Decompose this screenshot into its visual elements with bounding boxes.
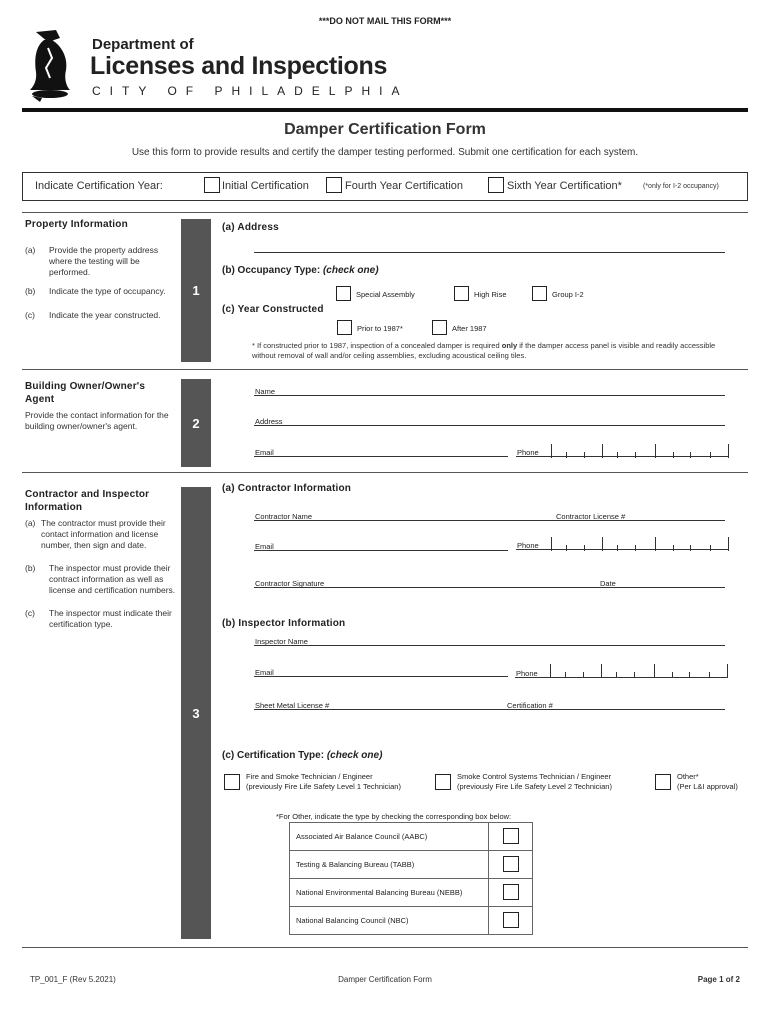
- contractor-phone-label: Phone: [517, 541, 539, 550]
- section3-number: 3: [181, 487, 211, 939]
- other-option-cell: [489, 879, 533, 907]
- owner-name-label: Name: [255, 387, 276, 396]
- phone-digit-tick: [654, 664, 655, 678]
- form-instructions: Use this form to provide results and certify the damper testing performed. Submit one certification for each system.: [131, 147, 639, 158]
- owner-phone-label: Phone: [517, 448, 539, 457]
- form-title: Damper Certification Form: [284, 121, 486, 138]
- high-rise-checkbox[interactable]: [454, 286, 469, 301]
- phone-digit-tick: [710, 545, 711, 551]
- phone-digit-tick: [583, 672, 584, 678]
- table-row: [290, 823, 533, 851]
- sheet-metal-field[interactable]: [254, 698, 725, 710]
- contractor-license-label: Contractor License #: [556, 512, 626, 521]
- initial-certification-label: Initial Certification: [222, 180, 309, 192]
- smoke-control-tech-line1: Smoke Control Systems Technician / Engineer: [457, 772, 612, 781]
- phone-digit-tick: [673, 545, 674, 551]
- s1-item-key: (c): [25, 310, 35, 320]
- other-option-cell: [489, 851, 533, 879]
- phone-digit-tick: [551, 537, 552, 551]
- cert-type-hint: (check one): [326, 750, 383, 761]
- initial-certification-checkbox[interactable]: [204, 177, 220, 193]
- inspector-name-field[interactable]: [254, 634, 725, 646]
- occupancy-hint: (check one): [322, 265, 379, 276]
- other-cert-checkbox[interactable]: [655, 774, 671, 790]
- owner-address-label: Address: [255, 417, 283, 426]
- section3-top-rule: [22, 472, 748, 473]
- footer-form-id: TP_001_F (Rev 5.2021): [30, 975, 116, 984]
- contractor-signature-field[interactable]: [254, 576, 725, 588]
- year-constructed-heading: (c) Year Constructed: [222, 304, 324, 315]
- nbc-checkbox[interactable]: [503, 912, 519, 928]
- s1-item-key: (a): [25, 245, 36, 255]
- s3-item-text: The inspector must indicate their certification type.: [49, 608, 172, 629]
- phone-digit-tick: [655, 444, 656, 458]
- s1-item-text: Indicate the type of occupancy.: [49, 286, 166, 296]
- other-option-label: National Balancing Council (NBC): [290, 907, 489, 935]
- contractor-date-label: Date: [600, 579, 616, 588]
- cert-type-heading: [222, 750, 382, 761]
- year-note-pre: * If constructed prior to 1987, inspection of a concealed damper is required: [252, 341, 500, 350]
- smoke-control-tech-label: [457, 772, 612, 792]
- phone-digit-tick: [616, 672, 617, 678]
- other-option-label: Testing & Balancing Bureau (TABB): [290, 851, 489, 879]
- special-assembly-checkbox[interactable]: [336, 286, 351, 301]
- cert-year-label: Indicate Certification Year:: [35, 180, 163, 192]
- s1-item-text: Indicate the year constructed.: [49, 310, 161, 320]
- address-field[interactable]: [254, 241, 725, 253]
- s3-item-key: (b): [25, 563, 36, 573]
- footer-form-name: Damper Certification Form: [338, 975, 432, 984]
- inspector-email-label: Email: [255, 668, 274, 677]
- other-option-cell: [489, 907, 533, 935]
- address-heading: (a) Address: [222, 222, 279, 233]
- occupancy-heading: [222, 265, 379, 276]
- phone-digit-tick: [709, 672, 710, 678]
- phone-digit-tick: [727, 664, 728, 678]
- s1-item-text: Provide the property address where the testing will be performed.: [49, 245, 159, 277]
- phone-digit-tick: [634, 672, 635, 678]
- contractor-name-field[interactable]: [254, 509, 725, 521]
- section2-top-rule: [22, 369, 748, 370]
- contractor-heading: (a) Contractor Information: [222, 483, 352, 494]
- s3-item-text: The contractor must provide their contact information and license number, then sign and date.: [41, 518, 166, 550]
- table-row: [290, 907, 533, 935]
- phone-digit-tick: [710, 452, 711, 458]
- other-option-label: Associated Air Balance Council (AABC): [290, 823, 489, 851]
- cert-type-label: (c) Certification Type:: [222, 750, 325, 761]
- contractor-phone-segments: [0, 537, 770, 551]
- other-cert-line1: Other*: [677, 772, 699, 781]
- footer-top-rule: [22, 947, 748, 948]
- s3-item-text: The inspector must provide their contract information as well as license and certification numbers.: [49, 563, 176, 595]
- footer-page: Page 1 of 2: [697, 975, 740, 984]
- year-note-bold: only: [501, 341, 518, 350]
- phone-digit-tick: [655, 537, 656, 551]
- phone-digit-tick: [728, 537, 729, 551]
- table-row: [290, 879, 533, 907]
- sixth-year-note: (*only for I-2 occupancy): [643, 183, 719, 190]
- other-option-cell: [489, 823, 533, 851]
- inspector-name-label: Inspector Name: [255, 637, 308, 646]
- phone-digit-tick: [617, 545, 618, 551]
- year-note: [252, 341, 732, 361]
- tabb-checkbox[interactable]: [503, 856, 519, 872]
- phone-digit-tick: [550, 664, 551, 678]
- smoke-control-tech-checkbox[interactable]: [435, 774, 451, 790]
- other-cert-line2: (Per L&I approval): [677, 782, 738, 791]
- other-option-label: National Environmental Balancing Bureau (NEBB): [290, 879, 489, 907]
- other-cert-table: [289, 822, 533, 935]
- section1-top-rule: [22, 212, 748, 213]
- section1-title: Property Information: [25, 219, 128, 230]
- dept-line3: CITY OF PHILADELPHIA: [92, 84, 409, 98]
- special-assembly-label: Special Assembly: [356, 290, 415, 299]
- do-not-mail-notice: ***DO NOT MAIL THIS FORM***: [318, 16, 452, 26]
- after-1987-checkbox[interactable]: [432, 320, 447, 335]
- liberty-bell-icon: [26, 28, 86, 102]
- high-rise-label: High Rise: [474, 290, 507, 299]
- group-i2-label: Group I-2: [552, 290, 584, 299]
- inspector-phone-segments: [0, 664, 770, 678]
- sixth-year-checkbox[interactable]: [488, 177, 504, 193]
- phone-digit-tick: [566, 452, 567, 458]
- year-note-post: if the damper access panel is visible and readily accessible without removal of wall and/or ceiling assemblies, excluding acoustical ceiling tiles.: [252, 341, 716, 360]
- contractor-email-label: Email: [255, 542, 274, 551]
- dept-line1: Department of: [92, 36, 194, 53]
- phone-digit-tick: [565, 672, 566, 678]
- phone-digit-tick: [690, 452, 691, 458]
- owner-name-field[interactable]: [254, 384, 725, 396]
- phone-digit-tick: [584, 545, 585, 551]
- phone-digit-tick: [601, 664, 602, 678]
- s3-item-key: (c): [25, 608, 35, 618]
- section2-number: 2: [181, 379, 211, 467]
- owner-email-label: Email: [255, 448, 274, 457]
- table-row: [290, 851, 533, 879]
- phone-digit-tick: [690, 545, 691, 551]
- other-note: *For Other, indicate the type by checking the corresponding box below:: [276, 812, 512, 821]
- aabc-checkbox[interactable]: [503, 828, 519, 844]
- fire-smoke-tech-label: [246, 772, 401, 792]
- contractor-signature-label: Contractor Signature: [255, 579, 325, 588]
- certification-number-label: Certification #: [507, 701, 553, 710]
- phone-digit-tick: [602, 444, 603, 458]
- phone-digit-tick: [689, 672, 690, 678]
- prior-1987-checkbox[interactable]: [337, 320, 352, 335]
- inspector-phone-label: Phone: [516, 669, 538, 678]
- smoke-control-tech-line2: (previously Fire Life Safety Level 2 Technician): [457, 782, 612, 791]
- dept-line2: Licenses and Inspections: [90, 52, 388, 80]
- phone-digit-tick: [672, 672, 673, 678]
- after-1987-label: After 1987: [452, 324, 487, 333]
- phone-digit-tick: [673, 452, 674, 458]
- sixth-year-label: Sixth Year Certification*: [507, 180, 622, 192]
- phone-digit-tick: [602, 537, 603, 551]
- inspector-heading: (b) Inspector Information: [222, 618, 346, 629]
- sheet-metal-label: Sheet Metal License #: [255, 701, 330, 710]
- section2-desc: Provide the contact information for the building owner/owner's agent.: [25, 410, 169, 431]
- phone-digit-tick: [551, 444, 552, 458]
- owner-phone-segments: [0, 444, 770, 458]
- phone-digit-tick: [728, 444, 729, 458]
- phone-digit-tick: [617, 452, 618, 458]
- fourth-year-label: Fourth Year Certification: [345, 180, 464, 192]
- phone-digit-tick: [635, 452, 636, 458]
- section2-title: Building Owner/Owner's Agent: [25, 381, 146, 405]
- phone-digit-tick: [635, 545, 636, 551]
- dept-logo: [26, 28, 86, 102]
- group-i2-checkbox[interactable]: [532, 286, 547, 301]
- phone-digit-tick: [566, 545, 567, 551]
- occupancy-label: (b) Occupancy Type:: [222, 265, 321, 276]
- section1-instructions: [25, 245, 170, 327]
- fire-smoke-tech-line2: (previously Fire Life Safety Level 1 Technician): [246, 782, 401, 791]
- prior-1987-label: Prior to 1987*: [357, 324, 403, 333]
- fourth-year-checkbox[interactable]: [326, 177, 342, 193]
- s1-item-key: (b): [25, 286, 36, 296]
- section1-number: 1: [181, 219, 211, 362]
- section3-title: Contractor and Inspector Information: [25, 489, 150, 513]
- header-rule: [22, 108, 748, 112]
- nebb-checkbox[interactable]: [503, 884, 519, 900]
- other-cert-label: [677, 772, 738, 792]
- contractor-name-label: Contractor Name: [255, 512, 313, 521]
- fire-smoke-tech-checkbox[interactable]: [224, 774, 240, 790]
- fire-smoke-tech-line1: Fire and Smoke Technician / Engineer: [246, 772, 373, 781]
- owner-address-field[interactable]: [254, 414, 725, 426]
- s3-item-key: (a): [25, 518, 36, 528]
- phone-digit-tick: [584, 452, 585, 458]
- section3-instructions: [25, 518, 177, 636]
